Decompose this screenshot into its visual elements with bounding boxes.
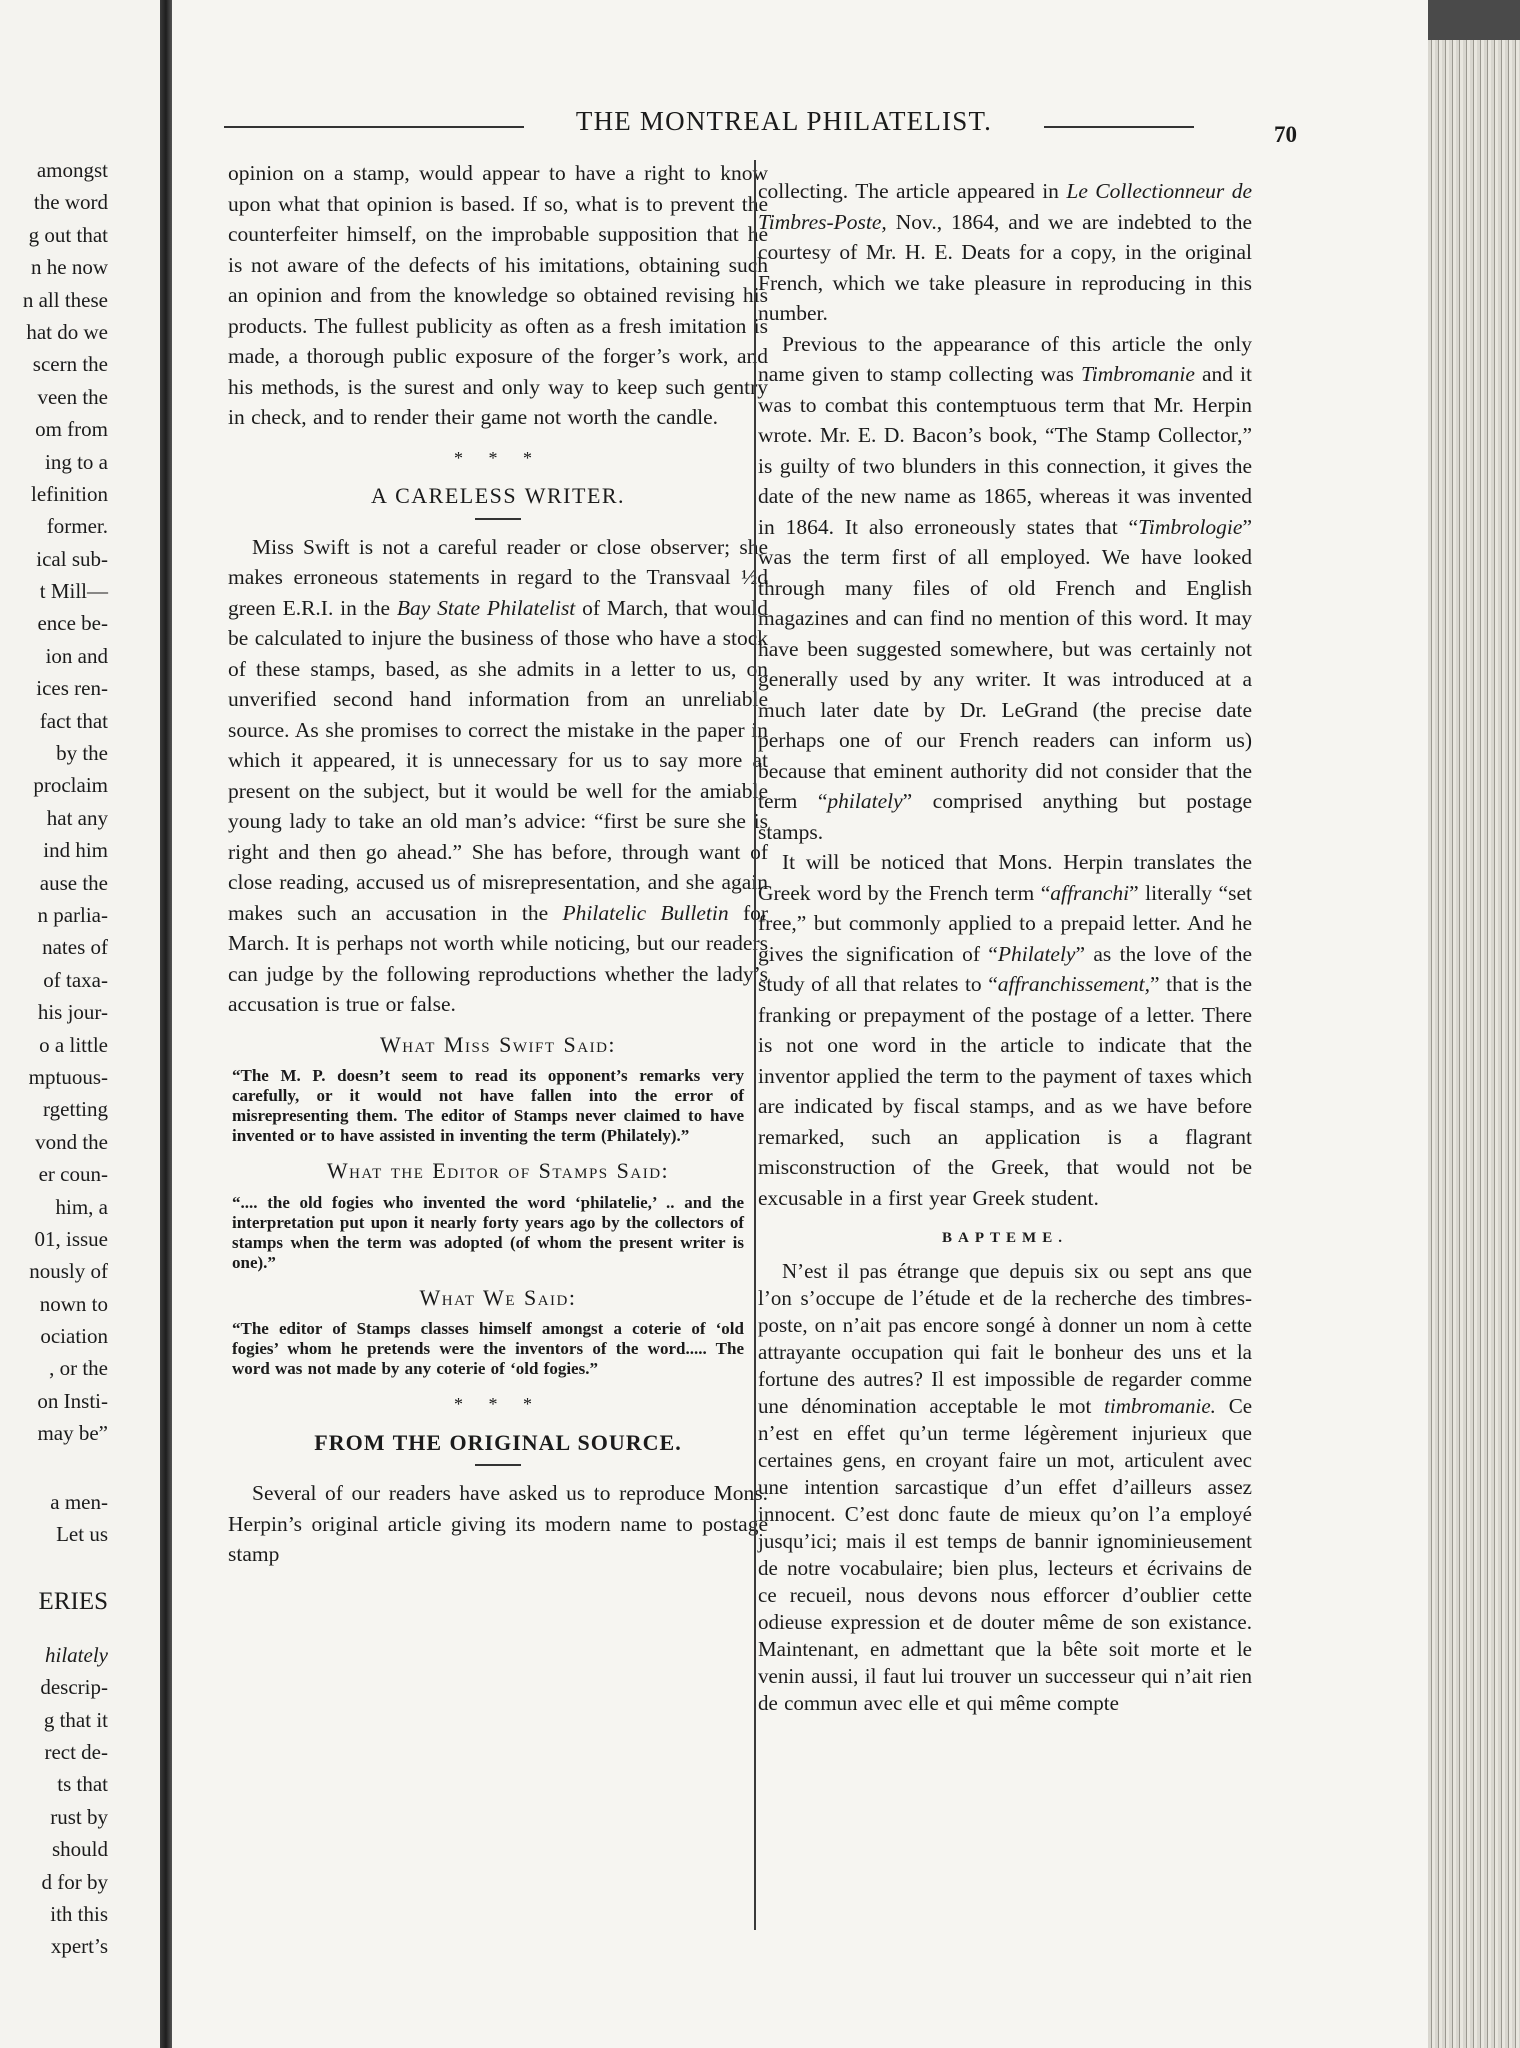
fragment-line: amongst bbox=[36, 158, 108, 182]
fragment-line: d for by bbox=[41, 1869, 108, 1894]
fragment-line: ind him bbox=[43, 838, 108, 863]
fragment-line: g that it bbox=[43, 1707, 108, 1732]
fragment-line: a men- bbox=[50, 1489, 108, 1514]
fragment-line: t Mill— bbox=[39, 579, 108, 604]
publication-title: Philatelic Bulletin bbox=[562, 900, 729, 925]
header-rule-right bbox=[1044, 126, 1194, 128]
article-paragraph: collecting. The article appeared in Le Collectionneur de Timbres-Poste, Nov., 1864, and we are indebted to the courtesy of Mr. H. E. Deats for a copy, in the original French, which we take pleasure in reproducing in this number. bbox=[758, 179, 1253, 325]
fragment-line: vond the bbox=[35, 1129, 108, 1154]
fragment-line: nously of bbox=[29, 1259, 108, 1284]
fragment-line: the word bbox=[33, 190, 108, 215]
fragment-line: rect de- bbox=[44, 1739, 108, 1764]
article-paragraph: Miss Swift is not a careful reader or close observer; she makes erroneous statements in regard to the Transvaal ½d green E.R.I. in the Bay State Philatelist of March, that would be calculated to injure the business of those who have a stock of these stamps, based, as she admits in a letter to us, on unverified second hand information from an unreliable source. As she promises to correct the mistake in the paper in which it appeared, it is unnecessary for us to say more at present on the subject, but it would be well for the amiable young lady to take an old man’s advice: “first be sure she is right and then go ahead.” She has before, through want of close reading, accused us of misrepresentation, and she again makes such an accusation in the Philatelic Bulletin for March. It is perhaps not worth while noticing, but our readers can judge by the following reproductions whether the lady’s accusation is true or false. bbox=[228, 534, 769, 1016]
left-column bbox=[228, 158, 768, 1570]
fragment-line: former. bbox=[46, 514, 108, 539]
fragment-line: n parlia- bbox=[37, 902, 108, 927]
quote-subhead: What We Said: bbox=[419, 1284, 577, 1310]
fragment-line: descrip- bbox=[40, 1675, 108, 1700]
fragment-line: ause the bbox=[39, 870, 108, 895]
continued-paragraph: opinion on a stamp, would appear to have a right to know upon what that opinion is based. If so, what is to prevent the counterfeiter himself, on the improbable supposition that he is not aware of the defects of his imitations, obtaining such an opinion and from the knowledge so obtained revising his products. The fullest publicity as often as a fresh imitation is made, a thorough public exposure of the forger’s work, and his methods, is the surest and only way to keep such gentry in check, and to render their game not worth the candle. bbox=[228, 161, 768, 429]
fragment-line: rust by bbox=[50, 1804, 108, 1829]
fragment-line: his jour- bbox=[37, 1000, 108, 1025]
article-paragraph: Several of our readers have asked us to reproduce Mons. Herpin’s original article giving its modern name to postage stamp bbox=[228, 1481, 768, 1566]
page-edges bbox=[1428, 40, 1520, 2048]
fragment-line: scern the bbox=[32, 352, 108, 377]
fragment-line: lefinition bbox=[31, 481, 108, 506]
article-heading-careless-writer: A CARELESS WRITER. bbox=[370, 483, 626, 508]
block-quote: “The editor of Stamps classes himself amongst a coterie of ‘old fogies’ whom he pretends were the inventors of the word..... The word was not made by any coterie of ‘old fogies.” bbox=[232, 1319, 744, 1378]
fragment-line: ical sub- bbox=[36, 546, 108, 571]
fragment-line: rgetting bbox=[43, 1097, 108, 1122]
page-number: 70 bbox=[1274, 122, 1297, 147]
publication-title: Bay State Philatelist bbox=[396, 595, 576, 620]
running-header bbox=[224, 104, 1344, 147]
fragment-line: g out that bbox=[28, 222, 108, 247]
fragment-line: ence be- bbox=[37, 611, 108, 636]
heading-rule bbox=[475, 518, 521, 520]
facing-page bbox=[0, 0, 160, 2048]
fragment-line: o a little bbox=[39, 1032, 108, 1057]
french-paragraph: N’est il pas étrange que depuis six ou sept ans que l’on s’occupe de l’étude et de la recherche des timbres-poste, on n’ait pas encore songé à donner un nom à cette attrayante occupation qui fait le bonheur des uns et la fortune des autres? Il est impossible de regarder comme une dénomination acceptable le mot timbromanie. Ce n’est en effet qu’un terme légèrement injurieux que certaines gens, en croyant faire un mot, articulent avec une intention sarcastique d’un effet d’ailleurs assez innocent. C’est donc faute de mieux qu’on l’a employé jusqu’ici; mais il est temps de bannir ignominieusement de notre vocabulaire; bien plus, lecteurs et écrivains de ce recueil, nous devons nous efforcer d’oublier cette odieuse expression et de douter même de son existance. Maintenant, en admettant que la bête soit morte et le venin aussi, il faut lui trouver un successeur qui n’ait rien de commun avec elle et qui même compte bbox=[758, 1258, 1253, 1715]
fragment-line: n he now bbox=[31, 255, 108, 280]
fragment-line: ion and bbox=[45, 643, 108, 668]
fragment-line: ith this bbox=[50, 1901, 108, 1926]
scan-background bbox=[1428, 0, 1520, 40]
fragment-line: n all these bbox=[22, 287, 108, 312]
right-column bbox=[758, 176, 1252, 1717]
quote-subhead: What Miss Swift Said: bbox=[379, 1031, 617, 1057]
quote-subhead: What the Editor of Stamps Said: bbox=[326, 1158, 670, 1183]
fragment-line: ociation bbox=[40, 1324, 108, 1349]
article-heading-original-source: FROM THE ORIGINAL SOURCE. bbox=[314, 1429, 682, 1455]
fragment-line: may be” bbox=[37, 1421, 108, 1446]
fragment-line: nown to bbox=[39, 1291, 108, 1316]
book-gutter bbox=[160, 0, 172, 2048]
fragment-line: hilately bbox=[45, 1642, 108, 1667]
block-quote: “The M. P. doesn’t seem to read its opponent’s remarks very carefully, or it would not have fallen into the error of misrepresenting them. The editor of Stamps never claimed to have invented or to have assisted in inventing the term (Philately).” bbox=[232, 1066, 744, 1145]
fragment-line: er coun- bbox=[38, 1162, 108, 1187]
fragment-line: ing to a bbox=[45, 449, 108, 474]
fragment-heading: ERIES bbox=[38, 1588, 108, 1616]
column-divider bbox=[754, 160, 756, 1930]
fragment-line: by the bbox=[56, 741, 108, 766]
fragment-line: ices ren- bbox=[36, 676, 108, 701]
journal-page bbox=[172, 0, 1428, 2048]
fragment-line: 01, issue bbox=[34, 1226, 108, 1251]
fragment-line: of taxa- bbox=[43, 967, 108, 992]
journal-title: THE MONTREAL PHILATELIST. bbox=[575, 106, 993, 136]
fragment-line: him, a bbox=[55, 1194, 108, 1219]
fragment-line: nates of bbox=[42, 935, 108, 960]
fragment-line: veen the bbox=[37, 384, 108, 409]
article-paragraph: Previous to the appearance of this article the only name given to stamp collecting was Timbromanie and it was to combat this contemptuous term that Mr. Herpin wrote. Mr. E. D. Bacon’s book, “The Stamp Collector,” is guilty of two blunders in this connection, it gives the date of the new name as 1865, whereas it was invented in 1864. It also erroneously states that “Timbrologie” was the term first of all employed. We have looked through many files of old French and English magazines and can find no mention of this word. It may have been suggested somewhere, but was certainly not generally used by any writer. It was introduced at a much later date by Dr. LeGrand (the precise date perhaps one of our French readers can inform us) because that eminent authority did not consider that the term “philately” comprised anything but postage stamps. bbox=[758, 331, 1252, 844]
heading-rule bbox=[475, 1464, 521, 1466]
header-rule-left bbox=[224, 126, 524, 128]
fragment-line: fact that bbox=[39, 708, 108, 733]
section-separator: * * * bbox=[454, 1394, 542, 1414]
facing-page-text-fragments bbox=[0, 154, 108, 1963]
block-quote: “.... the old fogies who invented the word ‘philatelie,’ .. and the interpretation put upon it nearly forty years ago by the collectors of stamps when the term was adopted (of whom the present writer is one).” bbox=[232, 1192, 744, 1272]
fragment-line: should bbox=[51, 1837, 108, 1862]
fragment-line: Let us bbox=[56, 1522, 108, 1547]
fragment-line: ts that bbox=[57, 1772, 108, 1797]
fragment-line: hat do we bbox=[26, 319, 108, 344]
article-paragraph: It will be noticed that Mons. Herpin translates the Greek word by the French term “affranchi” literally “set free,” but commonly applied to a prepaid letter. And he gives the signification of “Philately” as the love of the study of all that relates to “affranchissement,” that is the franking or prepayment of the postage of a letter. There is not one word in the article to indicate that the inventor applied the term to the payment of taxes which are indicated by fiscal stamps, and as we have before remarked, such an application is a flagrant misconstruction of the Greek, that would not be excusable in a first year Greek student. bbox=[758, 850, 1252, 1210]
fragment-line: , or the bbox=[49, 1356, 108, 1381]
section-separator: * * * bbox=[454, 447, 542, 468]
fragment-line: xpert’s bbox=[50, 1934, 108, 1959]
fragment-line: hat any bbox=[46, 805, 108, 830]
fragment-line: on Insti- bbox=[37, 1388, 108, 1413]
fragment-line: om from bbox=[35, 417, 108, 442]
fragment-line: mptuous- bbox=[28, 1064, 108, 1089]
french-heading: BAPTEME. bbox=[942, 1230, 1068, 1246]
fragment-line: proclaim bbox=[33, 773, 108, 798]
